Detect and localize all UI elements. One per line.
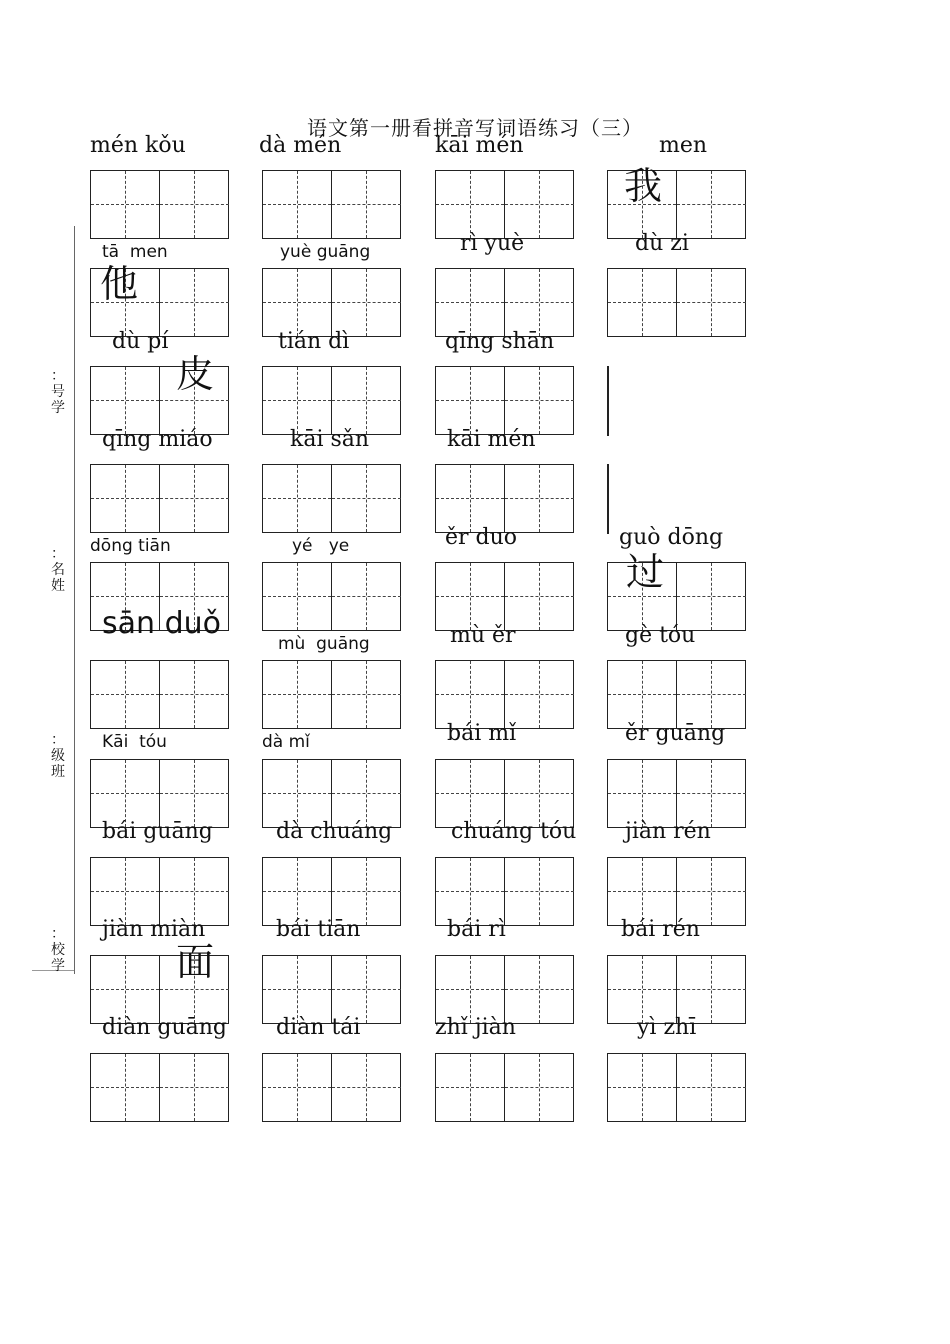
pinyin-label: dà chuáng [276,819,393,844]
writing-cell[interactable] [263,661,332,728]
sample-character: 面 [176,940,215,984]
guide-line [366,367,367,434]
guide-line [366,269,367,336]
guide-line [470,661,471,728]
tianzige-box[interactable] [607,955,746,1024]
guide-line [539,1054,540,1121]
writing-cell[interactable] [91,367,160,434]
writing-cell[interactable] [91,661,160,728]
guide-line [297,760,298,827]
writing-cell[interactable] [436,661,505,728]
guide-line [125,760,126,827]
guide-line [470,367,471,434]
guide-line [125,465,126,532]
guide-line [539,367,540,434]
writing-cell[interactable] [505,171,574,238]
tianzige-box[interactable] [435,857,574,926]
tianzige-box[interactable] [435,170,574,239]
guide-line [194,465,195,532]
guide-line [470,465,471,532]
tianzige-box[interactable] [262,170,401,239]
writing-cell[interactable] [677,956,746,1023]
writing-cell[interactable] [677,563,746,630]
tianzige-box[interactable] [435,268,574,337]
tianzige-box[interactable] [435,660,574,729]
school-label: ：校学 [51,926,65,974]
guide-line [366,661,367,728]
guide-line [366,956,367,1023]
tianzige-box[interactable] [262,857,401,926]
pinyin-label: dōng tiān [90,536,171,556]
writing-cell[interactable] [436,465,505,532]
guide-line [642,1054,643,1121]
writing-cell[interactable] [608,661,677,728]
guide-line [194,171,195,238]
guide-line [470,269,471,336]
guide-line [297,661,298,728]
writing-cell[interactable] [263,563,332,630]
guide-line [366,171,367,238]
writing-cell[interactable] [160,1054,229,1121]
tianzige-box[interactable] [262,660,401,729]
pinyin-label: bái guāng [102,819,213,844]
writing-cell[interactable] [436,1054,505,1121]
writing-cell[interactable] [160,661,229,728]
tianzige-box[interactable] [90,660,229,729]
tianzige-box[interactable] [607,268,746,337]
guide-line [194,269,195,336]
writing-cell[interactable] [263,367,332,434]
writing-cell[interactable] [332,269,401,336]
writing-cell[interactable] [263,760,332,827]
tianzige-box[interactable] [262,562,401,631]
writing-cell[interactable] [332,367,401,434]
guide-line [470,760,471,827]
pinyin-label: tā men [102,242,168,262]
pinyin-label: dà mǐ [262,732,310,752]
guide-line [366,760,367,827]
writing-cell[interactable] [436,760,505,827]
guide-line [366,1054,367,1121]
guide-line [642,760,643,827]
writing-cell[interactable] [332,661,401,728]
writing-cell[interactable] [677,858,746,925]
writing-cell[interactable] [332,956,401,1023]
pinyin-label: dù zi [635,231,689,256]
guide-line [539,269,540,336]
writing-cell[interactable] [160,269,229,336]
writing-cell[interactable] [505,367,574,434]
writing-cell[interactable] [160,465,229,532]
writing-cell[interactable] [436,269,505,336]
guide-line [366,465,367,532]
guide-line [711,171,712,238]
guide-line [470,956,471,1023]
pinyin-label: bái mǐ [447,721,517,746]
tianzige-box[interactable] [607,759,746,828]
writing-cell[interactable] [608,858,677,925]
pinyin-label: dù pí [112,329,169,354]
guide-line [125,367,126,434]
writing-cell[interactable] [436,171,505,238]
tianzige-box[interactable] [262,464,401,533]
tianzige-box[interactable] [607,1053,746,1122]
sample-character: 他 [100,262,139,306]
writing-cell[interactable] [332,858,401,925]
writing-cell[interactable] [677,1054,746,1121]
pinyin-label: qīng shān [445,329,555,354]
binding-line [74,226,75,974]
pinyin-label: rì yuè [460,231,525,256]
guide-line [366,563,367,630]
pinyin-label: ěr duo [445,525,518,550]
guide-line [539,563,540,630]
guide-line [642,956,643,1023]
guide-line [711,1054,712,1121]
pinyin-label: tián dì [278,329,350,354]
guide-line [539,171,540,238]
tianzige-box[interactable] [262,1053,401,1122]
pinyin-label: mù guāng [278,634,370,654]
writing-cell[interactable] [332,1054,401,1121]
writing-cell[interactable] [91,1054,160,1121]
guide-line [711,269,712,336]
pinyin-label: qīng miáo [102,427,213,452]
pinyin-label: sān duǒ [102,606,221,641]
guide-line [297,269,298,336]
guide-line [539,956,540,1023]
guide-line [711,661,712,728]
writing-cell[interactable] [332,171,401,238]
pinyin-label: yì zhī [637,1015,697,1040]
pinyin-label: mù ěr [450,623,516,648]
pinyin-label: kāi sǎn [290,427,370,452]
pinyin-label: yuè guāng [280,242,371,262]
pinyin-label: bái rì [447,917,506,942]
guide-line [297,858,298,925]
guide-line [125,661,126,728]
writing-cell[interactable] [505,269,574,336]
guide-line [470,1054,471,1121]
guide-line [125,1054,126,1121]
writing-cell[interactable] [91,465,160,532]
writing-cell[interactable] [677,760,746,827]
guide-line [470,563,471,630]
guide-line [297,171,298,238]
pinyin-label: mén kǒu [90,133,186,158]
tianzige-box[interactable] [435,955,574,1024]
writing-cell[interactable] [677,269,746,336]
writing-cell[interactable] [91,760,160,827]
tianzige-box[interactable] [90,1053,229,1122]
guide-line [711,858,712,925]
guide-line [297,956,298,1023]
margin-bar [607,366,609,436]
writing-cell[interactable] [505,760,574,827]
writing-cell[interactable] [436,563,505,630]
pinyin-label: kāi mén [435,133,524,158]
guide-line [642,269,643,336]
guide-line [539,465,540,532]
writing-cell[interactable] [332,760,401,827]
pinyin-label: diàn tái [276,1015,361,1040]
tianzige-box[interactable] [607,857,746,926]
margin-bar [607,464,609,534]
guide-line [194,760,195,827]
writing-cell[interactable] [160,171,229,238]
guide-line [125,858,126,925]
writing-cell[interactable] [505,563,574,630]
guide-line [194,858,195,925]
writing-cell[interactable] [332,563,401,630]
tianzige-box[interactable] [435,464,574,533]
tianzige-box[interactable] [262,759,401,828]
guide-line [297,367,298,434]
tianzige-box[interactable] [90,170,229,239]
student-name-label: ：名姓 [51,546,65,594]
tianzige-box[interactable] [90,464,229,533]
writing-cell[interactable] [91,956,160,1023]
pinyin-label: bái tiān [276,917,361,942]
writing-cell[interactable] [263,956,332,1023]
pinyin-label: dà mén [259,133,342,158]
pinyin-label: jiàn rén [625,819,711,844]
writing-cell[interactable] [160,858,229,925]
guide-line [711,760,712,827]
tianzige-box[interactable] [435,1053,574,1122]
writing-cell[interactable] [91,171,160,238]
writing-cell[interactable] [263,1054,332,1121]
guide-line [642,661,643,728]
guide-line [470,858,471,925]
writing-cell[interactable] [608,760,677,827]
sample-character: 皮 [176,352,215,396]
guide-line [194,661,195,728]
guide-line [711,563,712,630]
guide-line [539,661,540,728]
writing-cell[interactable] [160,760,229,827]
writing-cell[interactable] [263,269,332,336]
writing-cell[interactable] [608,1054,677,1121]
guide-line [539,760,540,827]
writing-cell[interactable] [505,465,574,532]
writing-cell[interactable] [505,858,574,925]
guide-line [366,858,367,925]
writing-cell[interactable] [263,465,332,532]
writing-cell[interactable] [677,171,746,238]
tianzige-box[interactable] [435,759,574,828]
guide-line [194,1054,195,1121]
guide-line [642,858,643,925]
guide-line [125,171,126,238]
guide-line [297,1054,298,1121]
writing-cell[interactable] [332,465,401,532]
writing-cell[interactable] [263,171,332,238]
writing-cell[interactable] [436,956,505,1023]
sample-character: 过 [626,550,665,594]
page-title: 语文第一册看拼音写词语练习（三） [307,116,643,140]
writing-cell[interactable] [263,858,332,925]
tianzige-box[interactable] [262,366,401,435]
guide-line [297,563,298,630]
class-label: ：级班 [51,732,65,780]
guide-line [711,956,712,1023]
student-number-label: ：号学 [51,368,65,416]
guide-line [539,858,540,925]
pinyin-label: gè tóu [625,623,696,648]
pinyin-label: guò dōng [619,525,724,550]
writing-cell[interactable] [505,661,574,728]
writing-cell[interactable] [91,858,160,925]
tianzige-box[interactable] [435,366,574,435]
writing-cell[interactable] [505,956,574,1023]
pinyin-label: ěr guāng [625,721,726,746]
guide-line [470,171,471,238]
tianzige-box[interactable] [262,268,401,337]
pinyin-label: men [659,133,708,158]
pinyin-label: Kāi tóu [102,732,167,752]
writing-cell[interactable] [505,1054,574,1121]
writing-cell[interactable] [436,367,505,434]
writing-cell[interactable] [436,858,505,925]
writing-cell[interactable] [608,956,677,1023]
tianzige-box[interactable] [90,857,229,926]
sample-character: 我 [624,164,663,208]
pinyin-label: yé ye [292,536,350,556]
tianzige-box[interactable] [607,660,746,729]
writing-cell[interactable] [677,661,746,728]
pinyin-label: zhǐ jiàn [435,1015,516,1040]
pinyin-label: jiàn miàn [102,917,206,942]
guide-line [297,465,298,532]
tianzige-box[interactable] [90,759,229,828]
pinyin-label: chuáng tóu [451,819,577,844]
tianzige-box[interactable] [435,562,574,631]
pinyin-label: bái rén [621,917,700,942]
pinyin-label: kāi mén [447,427,536,452]
writing-cell[interactable] [608,269,677,336]
guide-line [125,956,126,1023]
pinyin-label: diàn guāng [102,1015,228,1040]
tianzige-box[interactable] [262,955,401,1024]
